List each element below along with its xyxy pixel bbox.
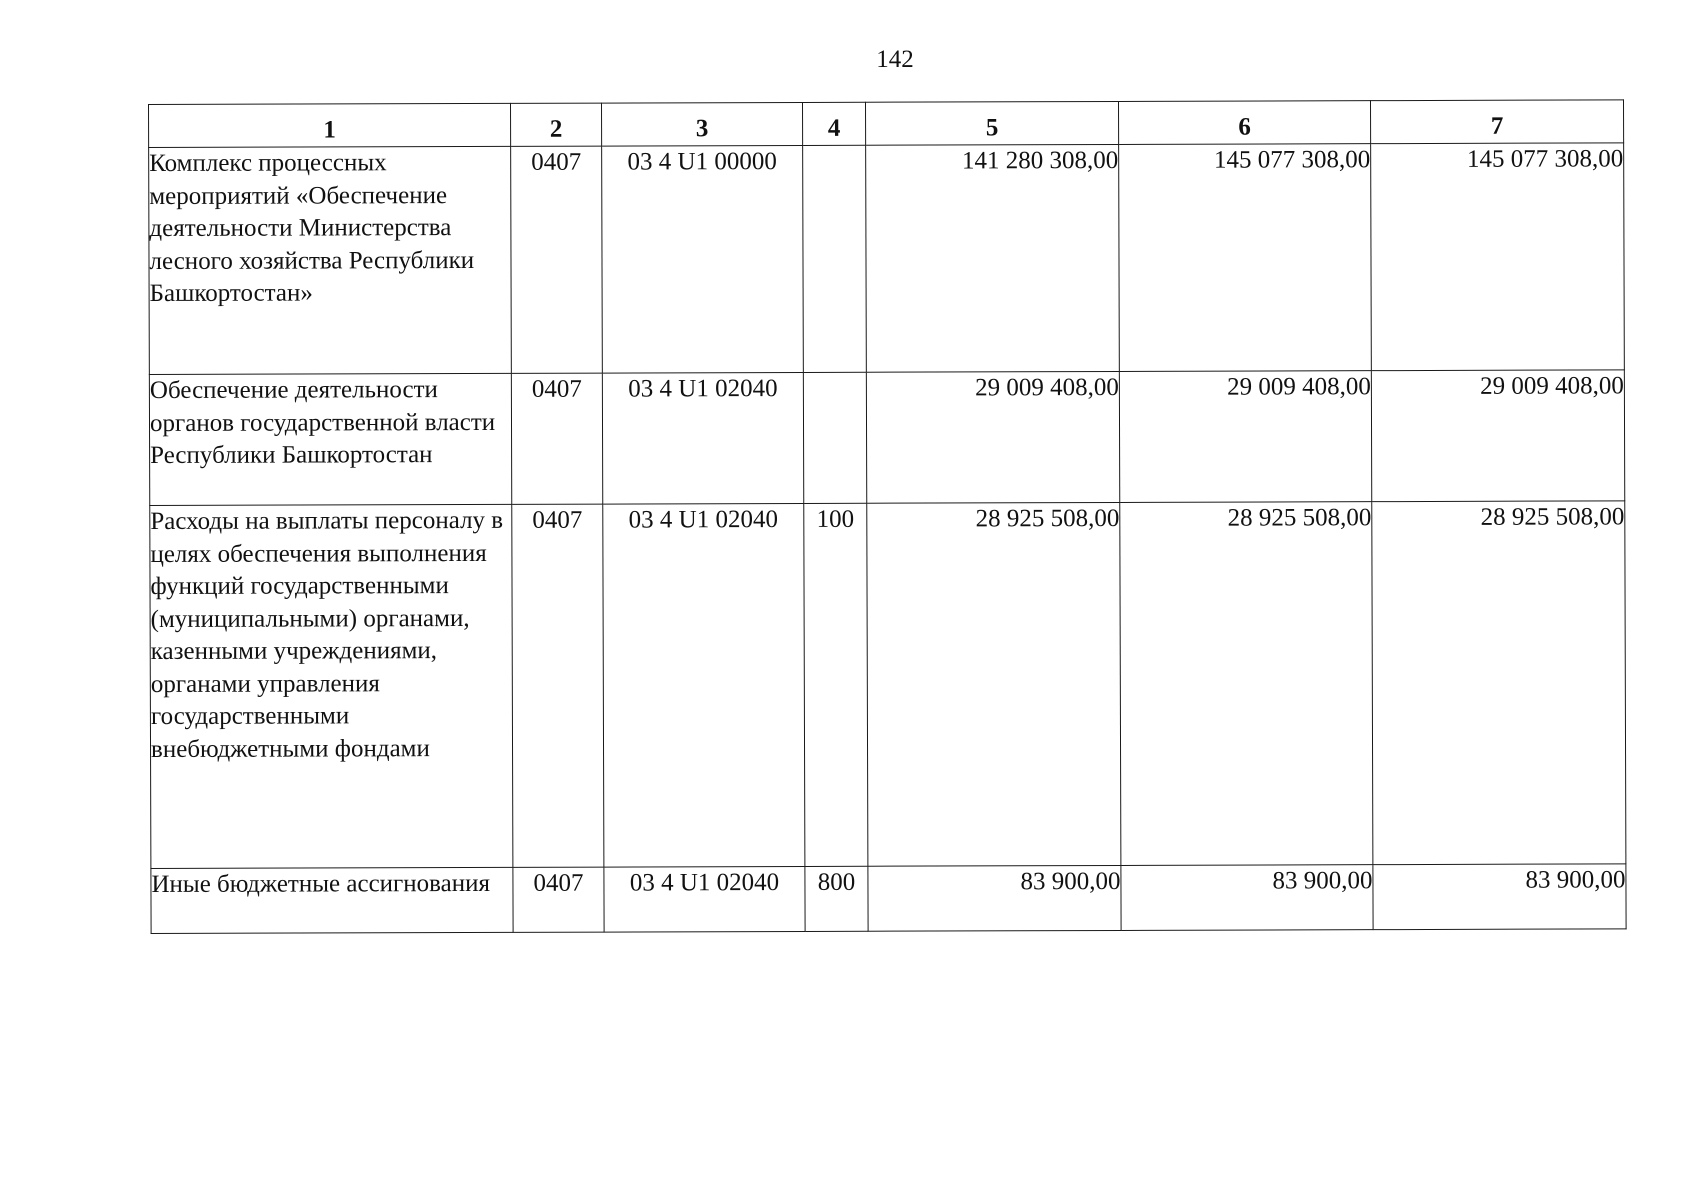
amount-col-7: 29 009 408,00 xyxy=(1371,370,1624,502)
amount-col-7: 83 900,00 xyxy=(1373,864,1626,930)
target-article-code: 03 4 U1 02040 xyxy=(603,503,805,867)
column-header-4: 4 xyxy=(802,102,865,145)
row-name: Расходы на выплаты персоналу в целях обеспечения выполнения функций государственными (муниципальными) органами, казенными учреждениями, органами управления государственными внебюджетными фондами xyxy=(150,504,513,868)
budget-table xyxy=(148,99,1627,934)
table-body xyxy=(149,143,1626,934)
table-row xyxy=(150,501,1626,869)
column-header-5: 5 xyxy=(865,101,1118,145)
target-article-code: 03 4 U1 00000 xyxy=(602,145,804,373)
amount-col-6: 145 077 308,00 xyxy=(1119,144,1372,372)
section-code: 0407 xyxy=(511,373,602,504)
amount-col-7: 28 925 508,00 xyxy=(1372,501,1626,865)
amount-col-5: 141 280 308,00 xyxy=(866,144,1120,372)
expense-type-code: 800 xyxy=(805,866,868,931)
amount-col-7: 145 077 308,00 xyxy=(1371,143,1625,371)
amount-col-6: 29 009 408,00 xyxy=(1119,371,1371,503)
amount-col-6: 28 925 508,00 xyxy=(1120,502,1373,866)
row-name: Иные бюджетные ассигнования xyxy=(151,867,513,933)
row-name: Обеспечение деятельности органов государственной власти Республики Башкортостан xyxy=(149,373,511,505)
amount-col-5: 29 009 408,00 xyxy=(866,371,1119,503)
expense-type-code xyxy=(803,372,866,503)
page-number: 142 xyxy=(876,46,914,73)
target-article-code: 03 4 U1 02040 xyxy=(604,866,805,932)
column-header-7: 7 xyxy=(1370,100,1623,144)
row-name: Комплекс процессных мероприятий «Обеспечение деятельности Министерства лесного хозяйства Республики Башкортостан» xyxy=(149,146,512,374)
table-row xyxy=(149,143,1625,375)
column-header-6: 6 xyxy=(1118,101,1370,145)
section-code: 0407 xyxy=(513,867,604,932)
column-header-1: 1 xyxy=(149,103,511,147)
table-row xyxy=(151,864,1626,934)
expense-type-code xyxy=(803,145,867,372)
target-article-code: 03 4 U1 02040 xyxy=(602,372,803,504)
table-header xyxy=(149,100,1624,148)
section-code: 0407 xyxy=(512,504,604,867)
column-header-2: 2 xyxy=(510,103,601,146)
amount-col-5: 83 900,00 xyxy=(868,865,1121,931)
expense-type-code: 100 xyxy=(804,503,868,866)
amount-col-6: 83 900,00 xyxy=(1121,865,1373,931)
header-row xyxy=(149,100,1624,148)
amount-col-5: 28 925 508,00 xyxy=(867,502,1121,866)
table-row xyxy=(149,370,1624,506)
section-code: 0407 xyxy=(511,146,603,373)
column-header-3: 3 xyxy=(601,102,802,146)
